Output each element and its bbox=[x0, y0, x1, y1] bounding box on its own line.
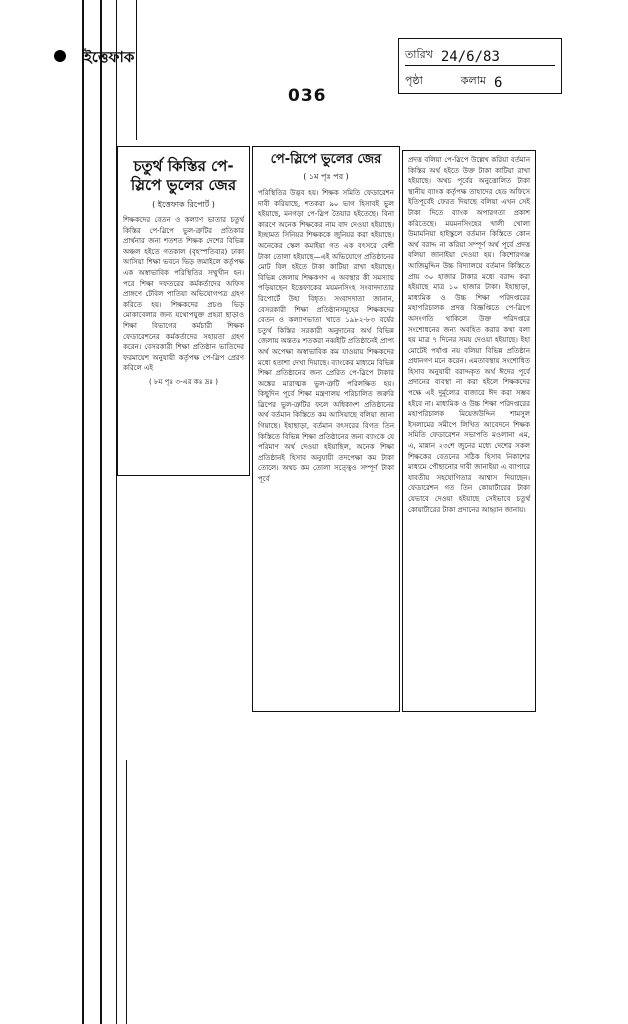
page-label: পৃষ্ঠা bbox=[405, 74, 423, 87]
article-clipping-2 bbox=[252, 146, 400, 712]
continuation-note: ( ৮ম পৃঃ ৩-এর কঃ দ্রঃ ) bbox=[149, 377, 218, 386]
page-edge-line bbox=[100, 0, 102, 1024]
article-body: পরিস্থিতির উদ্ভব হয়। শিক্ষক সমিতি ফেডারেশন দাবী করিয়াছে, শতকরা ৯০ ভাগ হিসাবই ভুল হইয়াছে, মনগড়া পে-স্লিপ তৈয়ার হইতেছে। বিনা কারণে অনেক শিক্ষকের নাম বাদ দেওয়া হইয়াছে। ইচ্ছামত সিনিয়র শিক্ষককে জুনিয়র করা হইয়াছে। অনেকের স্কেল কমাইয়া গত এক বৎসরে বেশী টাকা তোলা হইয়াছে—এই অভিযোগে প্রতিষ্ঠানের মোট বিল হইতে টাকা কাটিয়া রাখা হইয়াছে। বিভিন্ন জেলায় শিক্ষকগণ এ অবস্থার কী সমস্যায় পড়িয়াছেন ইত্তেফাকের ময়মনসিংহ সংবাদদাতার রিপোর্টে উহা বিধৃত। সংবাদদাতা জানান, বেসরকারী শিক্ষা প্রতিষ্ঠানসমূহের শিক্ষকদের বেতন ও কল্যাণভাতা খাতে ১৯৮২-৮৩ বর্ষের চতুর্থ কিস্তির সরকারী অনুদানের অর্থ বিভিন্ন জেলায় অন্ততঃ শতকরা নব্বইটি প্রতিষ্ঠানেই প্রাপ্য অর্থ অপেক্ষা অস্বাভাবিক কম যাওয়ায় শিক্ষকদের মধ্যে হতাশা দেখা দিয়াছে। ব্যাংকের মাধ্যমে বিভিন্ন শিক্ষা প্রতিষ্ঠানের জন্য প্রেরিত পে-স্লিপে টাকার অঙ্কের মারাত্মক ভুল-ত্রুটি পরিলক্ষিত হয়। কিছুদিন পূর্বে শিক্ষা মন্ত্রণালয় পরিচালিত জরুরি স্লিপের ভুল-ত্রুটির ফলে অধিকাংশ প্রতিষ্ঠানের অর্থ বর্তমান কিস্তিতে কম আসিয়াছে বলিয়া জানা গিয়াছে। ইহাছাড়া, বর্তমান বৎসরের বিগত তিন কিস্তিতে বিভিন্ন শিক্ষা প্রতিষ্ঠানের জন্য ব্যাংকে যে পরিমাণ অর্থ দেওয়া হইয়াছিল, অনেক শিক্ষা প্রতিষ্ঠানই হিসাব অনুযায়ী তদপেক্ষা কম টাকা তোলে। অথচ কম তোলা সত্ত্বেও সম্পূর্ণ টাকা পূর্বে bbox=[258, 189, 394, 484]
article-clipping-1 bbox=[117, 146, 250, 476]
column-label: কলাম bbox=[460, 74, 487, 87]
column-value: 6 bbox=[494, 75, 503, 91]
newspaper-name: ইত্তেফাক bbox=[84, 48, 135, 66]
article-clipping-3 bbox=[402, 150, 536, 712]
article-headline: পে-স্লিপে ভুলের জের bbox=[270, 152, 382, 167]
continued-from-note: ( ১ম পৃঃ পর ) bbox=[303, 172, 349, 181]
punch-hole bbox=[54, 50, 66, 62]
page-edge-line bbox=[82, 0, 84, 1024]
date-label: তারিখ bbox=[405, 48, 433, 61]
article-byline: ( ইত্তেফাক রিপোর্ট ) bbox=[152, 200, 215, 209]
page-edge-line bbox=[136, 0, 137, 140]
date-value: 24/6/83 bbox=[440, 49, 500, 65]
page-row bbox=[405, 67, 555, 91]
article-body: শিক্ষকদের বেতন ও কল্যাণ ভাতার চতুর্থ কিস্তির পে-স্লিপে ভুল-ত্রুটির প্রতিকার প্রার্থনার জন্য শতশত শিক্ষক দেশের বিভিন্ন অঞ্চল হইতে গতকাল (বৃহস্পতিবার) ঢাকা আসিয়া শিক্ষা ভবনে ভিড় জমাইলে কর্তৃপক্ষ এক অস্বাভাবিক পরিস্থিতির সম্মুখীন হন। পরে শিক্ষা দফতরের কর্মকর্তাদের অফিস প্রাঙ্গণে টেবিল পাতিয়া অভিযোগপত্র গ্রহণ করিতে হয়। শিক্ষকদের প্রচণ্ড ভিড় মোকাবেলার জন্য যথোপযুক্ত প্রহরা ছাড়াও শিক্ষা বিভাগের কর্মচারী শিক্ষক ফেডারেশনের কর্মকর্তাদের সহায়তা গ্রহণ করেন। বেসরকারী শিক্ষা প্রতিষ্ঠান ভাতিদের ফরমায়েশ অনুযায়ী কর্তৃপক্ষ পে-স্লিপ প্রেরণ করিলে এই bbox=[123, 216, 244, 373]
date-stamp bbox=[398, 38, 562, 94]
article-body: প্রদত্ত বলিয়া পে-স্লিপে উল্লেখ করিয়া বর্তমান কিস্তির অর্থ হইতে উক্ত টাকা কাটিয়া রাখা হইয়াছে। অথচ পূর্বের অনুত্তোলিত টাকা স্থানীয় ব্যাংক কর্তৃপক্ষ তাহাদের হেড অফিসে ইতিপূর্বেই ফেরত দিয়াছে বলিয়া এখন সেই টাকা দিতে ব্যাংক অপারগতা প্রকাশ করিতেছে। ময়মনসিংহের খালী খোলা উমামনিয়া হাইস্কুলে বর্তমান কিস্তিতে কোন অর্থ বরাদ্দ না করিয়া সম্পূর্ণ অর্থ পূর্বে প্রদত্ত বলিয়া জানাইয়া দেওয়া হয়। কিশোরগঞ্জ আজিমুদ্দিন উচ্চ বিদ্যালয়ে বর্তমান কিস্তিতে প্রায় ৩০ হাজার টাকার মধ্যে বরাদ্দ করা হইয়াছে মাত্র ১০ হাজার টাকা। ইহাছাড়া, মাধ্যমিক ও উচ্চ শিক্ষা পরিদপ্তরের মহাপরিচালক প্রদত্ত বিজ্ঞপ্তিতে পে-স্লিপে অসংগতি থাকিলে উক্ত পরিদপ্তরে সংশোধনের জন্য অবহিত করার কথা বলা হয় মাত্র ৭ দিনের সময় দেওয়া হইয়াছে। ইহা মোটেই পর্যাপ্ত নয় বলিয়া বিভিন্ন প্রতিষ্ঠান প্রধানগণ মনে করেন। এমতাবস্থায় সংশোধিত হিসাব অনুযায়ী বরাদ্দকৃত অর্থ ঈদের পূর্বে প্রদানের ব্যবস্থা না করা হইলে শিক্ষকদের পক্ষে এই দুর্মূল্যের বাজারে ঈদ করা সম্ভব হইবে না। মাধ্যমিক ও উচ্চ শিক্ষা পরিদপ্তরের মহাপরিচালক মিয়েজউদ্দিন শামসুল ইসলামের সমীপে লিখিত আবেদনে শিক্ষক সমিতি ফেডারেশন সভাপতি মওলানা এম, এ, মান্নান ২৩শে জুনের মধ্যে দেশের সকল শিক্ষকের বেতনের সঠিক হিসাব নিকাশের মাধ্যমে পৌছানোর দাবী জানাইয়া এ ব্যাপারে যাবতীয় সহযোগিতার আশ্বাস দিয়াছেন। ফেডারেশন গত তিন কোয়ার্টারের টাকা যেভাবে দেওয়া হইয়াছে সেইভাবে চতুর্থ কোয়ার্টারের টাকা প্রদানের আহ্বান জানায়। bbox=[408, 156, 530, 514]
article-headline: চতুর্থ কিস্তির পে-স্লিপে ভুলের জের bbox=[130, 157, 237, 194]
page-edge-line bbox=[126, 760, 127, 1024]
date-row bbox=[405, 41, 555, 66]
archive-number: 036 bbox=[288, 86, 327, 106]
